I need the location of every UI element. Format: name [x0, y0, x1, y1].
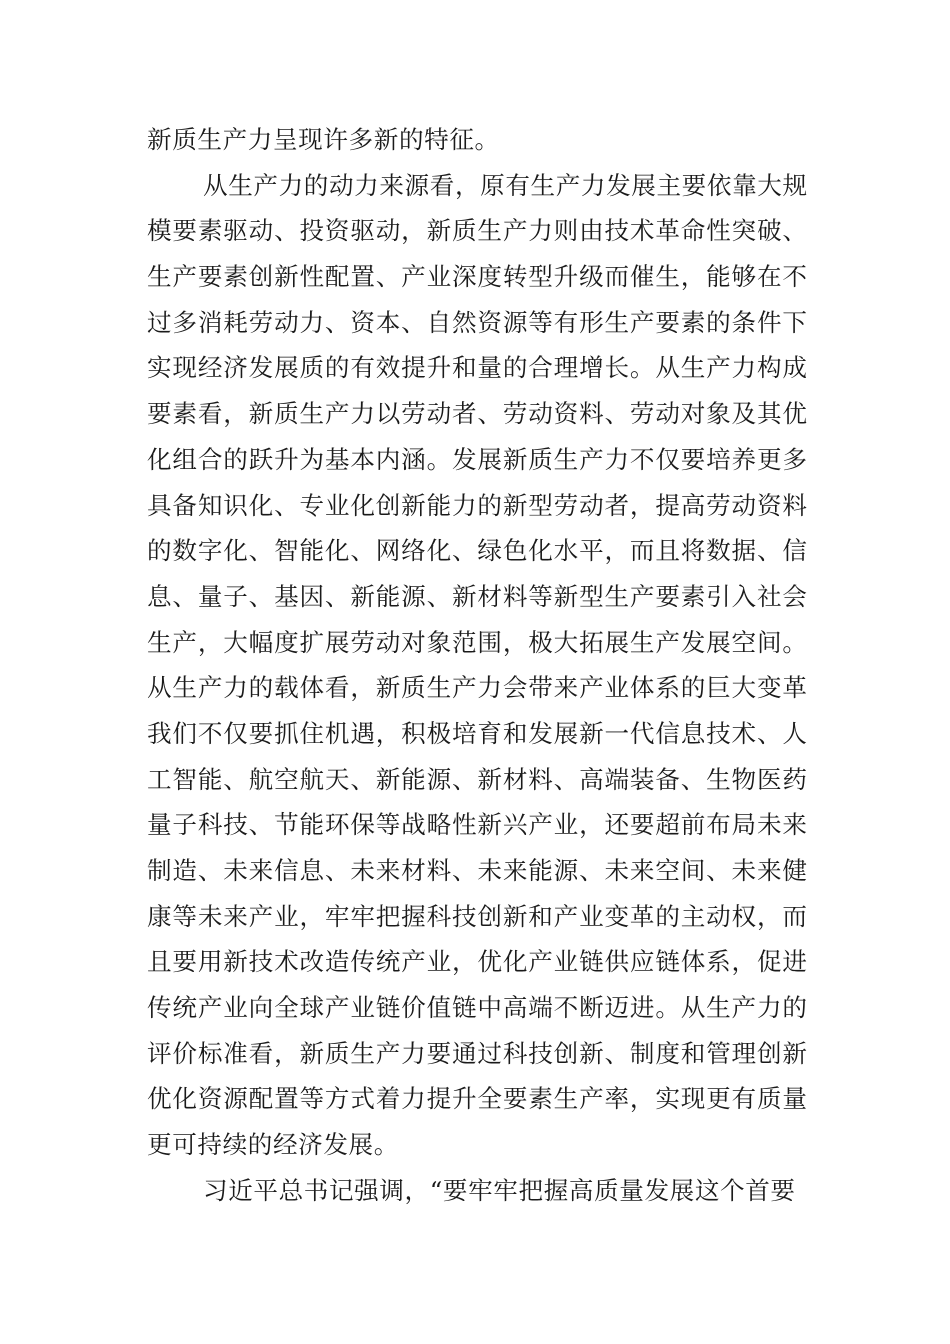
paragraph-start-line: 从生产力的动力来源看，原有生产力发展主要依靠大规 — [203, 170, 808, 200]
text-line: 生产，大幅度扩展劳动对象范围，极大拓展生产发展空间。 — [147, 627, 807, 657]
text-line: 生产要素创新性配置、产业深度转型升级而催生，能够在不 — [147, 262, 807, 292]
text-line: 实现经济发展质的有效提升和量的合理增长。从生产力构成 — [147, 353, 807, 383]
text-line: 过多消耗劳动力、资本、自然资源等有形生产要素的条件下 — [147, 307, 807, 337]
text-line: 息、量子、基因、新能源、新材料等新型生产要素引入社会 — [147, 581, 807, 611]
text-line: 化组合的跃升为基本内涵。发展新质生产力不仅要培养更多 — [147, 444, 807, 474]
text-line: 模要素驱动、投资驱动，新质生产力则由技术革命性突破、 — [147, 216, 807, 246]
text-line: 新质生产力呈现许多新的特征。 — [147, 125, 500, 154]
text-line: 评价标准看，新质生产力要通过科技创新、制度和管理创新 — [147, 1038, 807, 1068]
text-line: 具备知识化、专业化创新能力的新型劳动者，提高劳动资料 — [147, 490, 807, 520]
text-line: 制造、未来信息、未来材料、未来能源、未来空间、未来健 — [147, 856, 807, 885]
text-line: 工智能、航空航天、新能源、新材料、高端装备、生物医药 — [147, 764, 807, 794]
text-line: 更可持续的经济发展。 — [147, 1130, 399, 1160]
text-line: 的数字化、智能化、网络化、绿色化水平，而且将数据、信 — [147, 536, 807, 566]
text-line: 且要用新技术改造传统产业，优化产业链供应链体系，促进 — [147, 947, 807, 977]
text-line: 优化资源配置等方式着力提升全要素生产率，实现更有质量 — [147, 1084, 807, 1114]
text-line: 传统产业向全球产业链价值链中高端不断迈进。从生产力的 — [147, 993, 807, 1023]
text-line: 要素看，新质生产力以劳动者、劳动资料、劳动对象及其优 — [147, 399, 807, 429]
text-line: 从生产力的载体看，新质生产力会带来产业体系的巨大变革 — [147, 673, 807, 703]
body-text — [147, 117, 807, 1214]
text-line: 康等未来产业，牢牢把握科技创新和产业变革的主动权，而 — [147, 901, 807, 931]
text-line: 我们不仅要抓住机遇，积极培育和发展新一代信息技术、人 — [147, 718, 807, 748]
paragraph-start-line: 习近平总书记强调，“要牢牢把握高质量发展这个首要 — [203, 1175, 796, 1205]
text-line: 量子科技、节能环保等战略性新兴产业，还要超前布局未来 — [147, 810, 807, 840]
